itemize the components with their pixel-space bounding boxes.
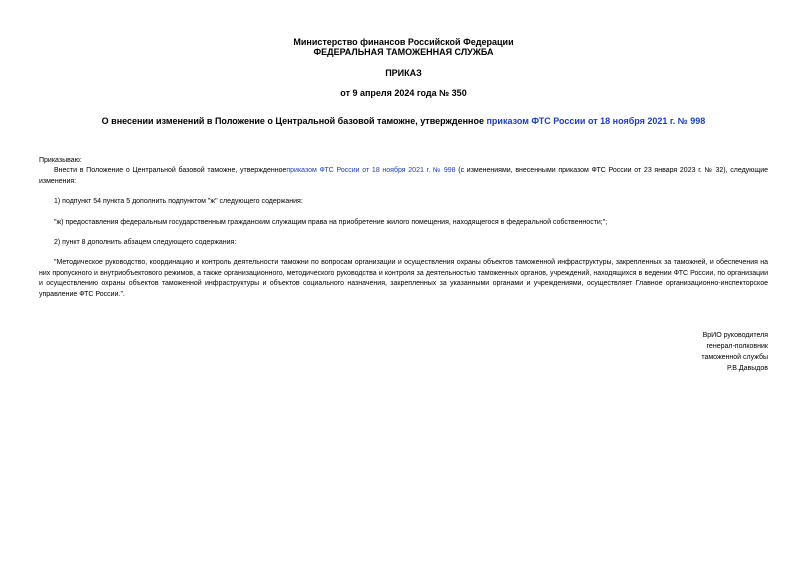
- document-title: [0, 116, 807, 127]
- service-name: ФЕДЕРАЛЬНАЯ ТАМОЖЕННАЯ СЛУЖБА: [313, 47, 494, 57]
- order-word: Приказываю:: [39, 157, 82, 164]
- ministry-name: Министерство финансов Российской Федерации: [293, 37, 514, 47]
- signature-service: таможенной службы: [701, 354, 768, 361]
- signature-position: ВрИО руководителя: [702, 332, 768, 339]
- signature-rank: генерал-полковник: [706, 343, 768, 350]
- document-date-number: от 9 апреля 2024 года № 350: [340, 88, 467, 98]
- signature-name: Р.В.Давыдов: [727, 365, 768, 372]
- paragraph-methodical-guidance: "Методическое руководство, координацию и контроль деятельности таможни по вопросам организации и осуществления охраны объектов таможенной инфраструктуры, закрепленных за таможней, и обеспечения на них пропускного и внутриобъектового режимов, а также организационного, методического руководства и контроля за деятельностью таможенных органов, учреждений, находящихся в ведении ФТС России, по организации и осуществлению охраны объектов таможенной инфраструктуры и объектов социального назначения, закрепленных за указанными органами и учреждениями, осуществляет Главное организационно-инспекторское управление ФТС России.".: [39, 259, 768, 298]
- paragraph-item-1: 1) подпункт 54 пункта 5 дополнить подпунктом "ж" следующего содержания:: [54, 198, 303, 206]
- paragraph-amendment-text: Внести в Положение о Центральной базовой таможне, утвержденное: [54, 167, 287, 175]
- paragraph-item-2: 2) пункт 8 дополнить абзацем следующего содержания:: [54, 239, 237, 247]
- document-type: ПРИКАЗ: [385, 68, 422, 78]
- paragraph-subitem-zh: "ж) предоставления федеральным государственным гражданским служащим права на приобретение жилого помещения, находящегося в федеральной собственности;";: [54, 218, 608, 226]
- document-title-text: О внесении изменений в Положение о Центральной базовой таможне, утвержденное: [101, 116, 487, 126]
- paragraph-amendment: [39, 166, 768, 187]
- paragraph-amendment-suffix: (с изменениями, внесенными приказом ФТС России от 23 января 2023 г. № 32), следующие изменения:: [39, 167, 768, 185]
- title-order-link[interactable]: приказом ФТС России от 18 ноября 2021 г. № 998: [486, 116, 706, 126]
- document-body: [39, 156, 768, 300]
- amendment-order-link[interactable]: приказом ФТС России от 18 ноября 2021 г. № 998: [286, 167, 456, 175]
- signature-block: [568, 330, 768, 374]
